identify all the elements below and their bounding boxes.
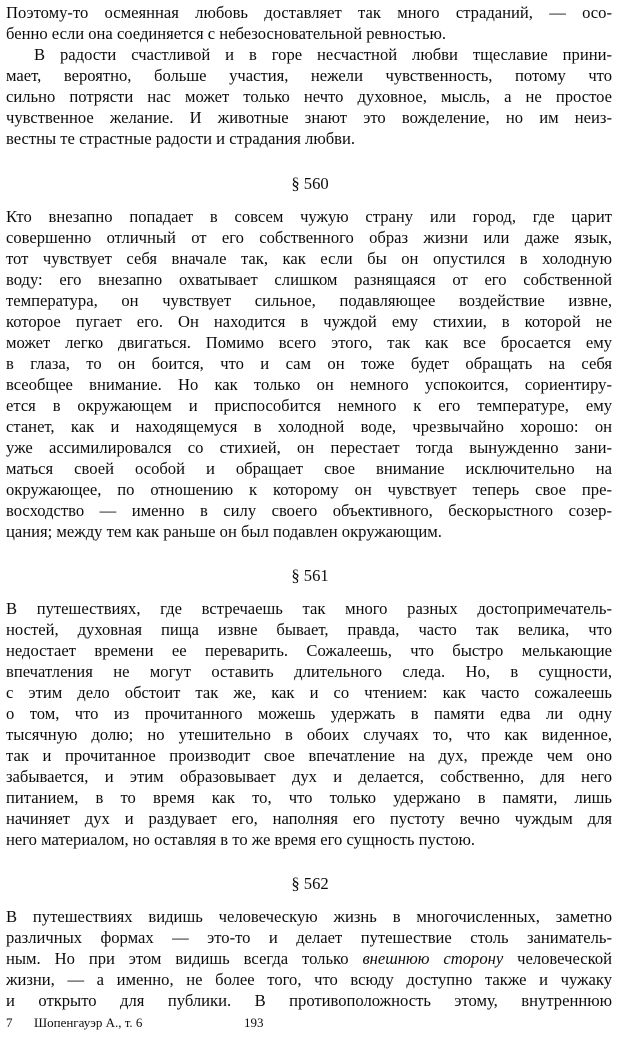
text-line: жизни, — а именно, не более того, что всюду доступно также и чужаку (6, 970, 612, 989)
text-line: впечатления не могут оставить длительного следа. Но, в сущности, (6, 662, 612, 681)
text-line: сильно потрясти нас может только нечто духовное, мысль, а не простое (6, 87, 612, 106)
text-line: о том, что из прочитанного можешь удержать в памяти едва ли одну (6, 704, 612, 723)
text-line: недостает времени ее переварить. Сожалеешь, что быстро мелькающие (6, 641, 612, 660)
text-line: цания; между тем как раньше он был подавлен окружающим. (6, 522, 442, 541)
text-line: с этим дело обстоит так же, как и со чтением: как часто сожалеешь (6, 683, 612, 702)
text-line: бенно если она соединяется с небезосновательной ревностью. (6, 24, 447, 43)
text-line: тот чувствует себя вначале так, как если бы он опустился в холодную (6, 249, 612, 268)
text-segment: ным. Но при этом видишь всегда только (6, 949, 349, 968)
text-line: Поэтому-то осмеянная любовь доставляет так много страданий, — осо- (6, 3, 612, 22)
text-line: может легко двигаться. Помимо всего этого, так как все бросается ему (6, 333, 612, 352)
text-line: чувственное желание. И животные знают это вожделение, но им неиз- (6, 108, 612, 127)
text-line: В путешествиях видишь человеческую жизнь в многочисленных, заметно (6, 907, 612, 926)
page-number: 193 (244, 1015, 264, 1030)
text-line: окружающее, по отношению к которому он чувствует теперь свое пре- (6, 480, 612, 499)
text-line: так и прочитанное производит свое впечатление на дух, прежде чем оно (6, 746, 612, 765)
text-line: В радости счастливой и в горе несчастной любви тщеславие прини- (34, 45, 612, 64)
text-line: восходство — именно в силу своего объективного, бескорыстного созер- (6, 501, 612, 520)
text-line: температура, он чувствует сильное, подавляющее воздействие извне, (6, 291, 612, 310)
text-line: ется в окружающем и приспособится немного к его температуре, ему (6, 396, 612, 415)
text-line: различных формах — это-то и делает путешествие столь заниматель- (6, 928, 612, 947)
text-line: него материалом, но оставляя в то же время его сущность пустою. (6, 830, 476, 849)
section-heading-560: § 560 (291, 174, 329, 193)
text-line: вестны те страстные радости и страдания любви. (6, 129, 356, 148)
text-line: питанием, в то время как то, что только удержано в памяти, лишь (6, 788, 612, 807)
text-line: в глаза, то он боится, что и сам он тоже будет обращать на себя (6, 354, 612, 373)
text-line: В путешествиях, где встречаешь так много разных достопримечатель- (6, 599, 612, 618)
text-line: совершенно отличный от его собственного образ жизни или даже язык, (6, 228, 612, 247)
text-line-with-emphasis (6, 948, 612, 969)
text-line: начиняет дух и раздувает его, наполняя его пустоту вечно чуждым для (6, 809, 612, 828)
signature-number: 7 (6, 1015, 13, 1030)
text-line: которое пугает его. Он находится в чуждой ему стихии, в которой не (6, 312, 612, 331)
text-line: забывается, и этим образовывает дух и делается, собственно, для него (6, 767, 612, 786)
emphasized-phrase: внешнюю сторону (362, 949, 504, 968)
text-line: тысячную долю; но утешительно в обоих случаях то, что как виденное, (6, 725, 612, 744)
text-line: маться своей особой и обращает свое внимание исключительно на (6, 459, 612, 478)
signature-text: Шопенгауэр А., т. 6 (34, 1015, 143, 1030)
text-line: станет, как и находящемуся в холодной воде, чрезвычайно хорошо: он (6, 417, 612, 436)
section-heading-562: § 562 (291, 874, 329, 893)
section-heading-561: § 561 (291, 566, 329, 585)
text-line: уже ассимилировался со стихией, он перестает тогда вынужденно зани- (6, 438, 612, 457)
text-line: мает, вероятно, больше участия, нежели чувственность, потому что (6, 66, 612, 85)
text-line: всеобщее внимание. Но как только он немного успокоится, сориентиру- (6, 375, 612, 394)
text-line: воду: его внезапно охватывает слишком разнящаяся от его собственной (6, 270, 612, 289)
text-line: ностей, духовная пища извне бывает, правда, часто так велика, что (6, 620, 612, 639)
text-line: и открыто для публики. В противоположность этому, внутреннюю (6, 991, 612, 1010)
text-segment: человеческой (503, 949, 612, 968)
text-line: Кто внезапно попадает в совсем чужую страну или город, где царит (6, 207, 612, 226)
